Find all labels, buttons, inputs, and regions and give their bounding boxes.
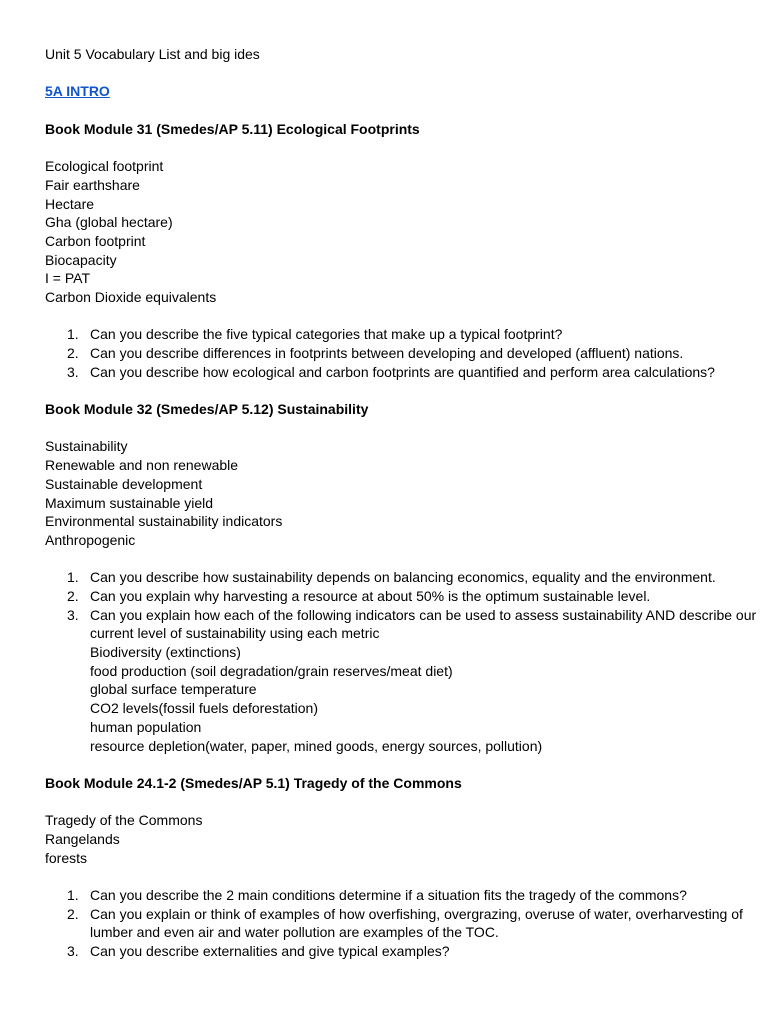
indicator-item: resource depletion(water, paper, mined goods, energy sources, pollution) — [90, 737, 543, 754]
vocab-term: Environmental sustainability indicators — [45, 513, 283, 530]
vocab-term: Rangelands — [45, 830, 120, 847]
question-item — [45, 905, 768, 942]
vocab-term: Carbon Dioxide equivalents — [45, 288, 217, 305]
vocab-term: Carbon footprint — [45, 232, 146, 249]
question-item — [45, 344, 768, 363]
vocab-term: forests — [45, 849, 88, 866]
question-number: 3. — [67, 363, 79, 380]
question-text: Can you describe how sustainability depends on balancing economics, equality and the environment. — [90, 569, 716, 586]
question-item — [45, 942, 768, 961]
vocab-list-tragedy-of-commons — [45, 811, 723, 867]
vocab-term: Fair earthshare — [45, 176, 140, 193]
vocab-list-ecological-footprints — [45, 157, 723, 307]
question-text: Can you describe how ecological and carbon footprints are quantified and perform area calculations? — [90, 363, 715, 380]
question-list-tragedy-of-commons — [45, 886, 743, 961]
question-number: 2. — [67, 905, 79, 922]
indicator-item: CO2 levels(fossil fuels deforestation) — [90, 700, 318, 717]
question-list-sustainability — [45, 568, 757, 643]
question-text: Can you describe differences in footprints between developing and developed (affluent) nations. — [90, 345, 684, 362]
indicator-item: Biodiversity (extinctions) — [90, 644, 241, 661]
question-text: Can you describe externalities and give typical examples? — [90, 943, 450, 960]
question-number: 1. — [67, 326, 79, 343]
question-text: Can you explain or think of examples of how overfishing, overgrazing, overuse of water, overharvesting of lumber and even air and water pollution are examples of the TOC. — [90, 905, 743, 941]
question-list-ecological-footprints — [45, 325, 723, 381]
vocab-list-sustainability — [45, 437, 723, 549]
indicator-item: human population — [90, 718, 202, 735]
question-text: Can you describe the 2 main conditions determine if a situation fits the tragedy of the commons? — [90, 887, 687, 904]
vocab-term: Biocapacity — [45, 251, 117, 268]
intro-link[interactable]: 5A INTRO — [45, 83, 110, 100]
vocab-term: Sustainability — [45, 438, 128, 455]
vocab-term: Sustainable development — [45, 475, 203, 492]
vocab-term: Ecological footprint — [45, 158, 164, 175]
indicator-item: food production (soil degradation/grain reserves/meat diet) — [90, 662, 453, 679]
vocab-term: Tragedy of the Commons — [45, 812, 203, 829]
vocab-term: I = PAT — [45, 270, 90, 287]
question-item — [45, 325, 768, 344]
question-number: 3. — [67, 606, 79, 623]
question-number: 1. — [67, 569, 79, 586]
question-number: 2. — [67, 345, 79, 362]
document-title: Unit 5 Vocabulary List and big ides — [45, 46, 260, 62]
section-heading-tragedy-of-commons: Book Module 24.1-2 (Smedes/AP 5.1) Tragedy of the Commons — [45, 774, 462, 791]
vocab-term: Hectare — [45, 195, 95, 212]
question-number: 2. — [67, 588, 79, 604]
question-item — [45, 363, 768, 382]
question-number: 1. — [67, 887, 79, 904]
question-text: Can you describe the five typical categories that make up a typical footprint? — [90, 326, 563, 343]
question-item — [45, 606, 768, 643]
question-item — [45, 886, 768, 905]
question-item — [45, 587, 768, 606]
question-number: 3. — [67, 943, 79, 960]
vocab-term: Maximum sustainable yield — [45, 494, 214, 511]
section-heading-ecological-footprints: Book Module 31 (Smedes/AP 5.11) Ecological Footprints — [45, 120, 420, 137]
section-heading-sustainability: Book Module 32 (Smedes/AP 5.12) Sustainability — [45, 401, 369, 418]
question-text: Can you explain how each of the following indicators can be used to assess sustainability AND describe our current level of sustainability using each metric — [90, 606, 757, 642]
indicator-item: global surface temperature — [90, 681, 257, 698]
vocab-term: Gha (global hectare) — [45, 214, 173, 231]
question-item — [45, 568, 768, 587]
vocab-term: Anthropogenic — [45, 531, 136, 548]
vocab-term: Renewable and non renewable — [45, 457, 239, 474]
indicator-list — [45, 643, 723, 755]
question-text: Can you explain why harvesting a resource at about 50% is the optimum sustainable level. — [90, 588, 651, 604]
